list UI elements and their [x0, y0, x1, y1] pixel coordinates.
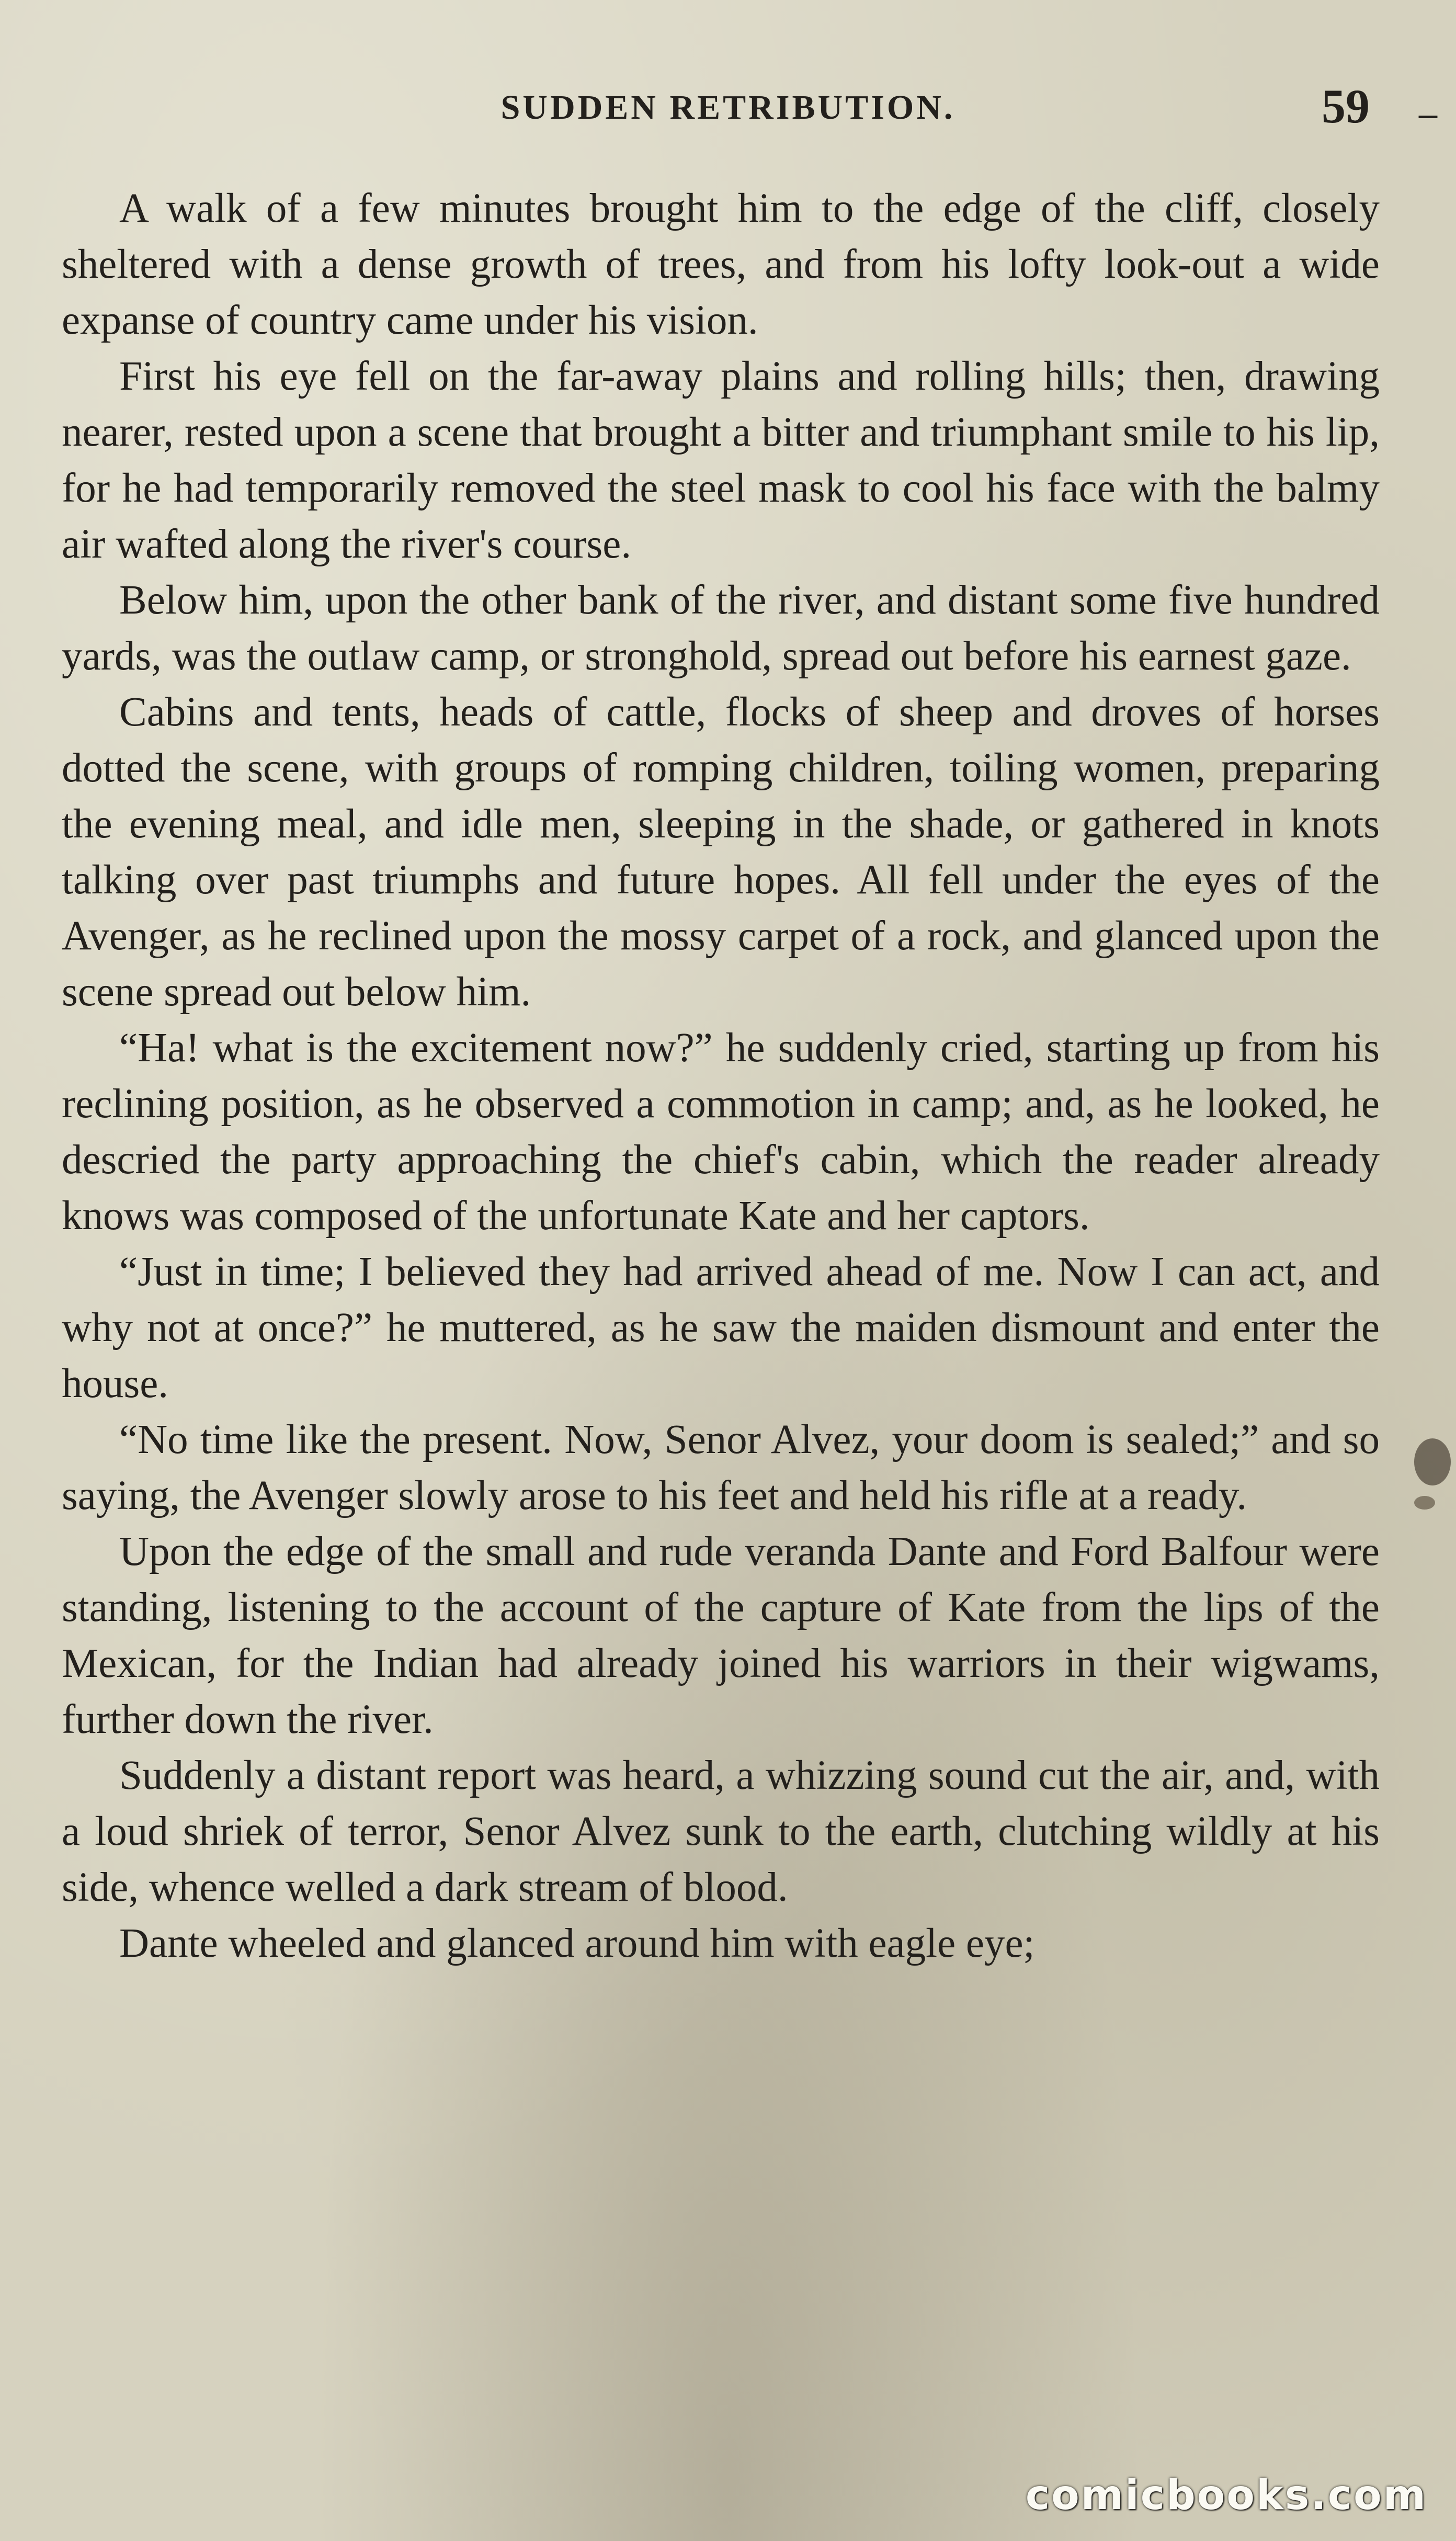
paragraph: “Ha! what is the excitement now?” he suddenly cried, starting up from his reclining position, as he observed a commotion in camp; and, as he looked, he descried the party approaching the chief's cabin, which the reader already knows was composed of the unfortunate Kate and her captors.	[62, 1025, 1380, 1239]
chapter-title: SUDDEN RETRIBUTION.	[500, 88, 956, 127]
ink-smudge	[1414, 1438, 1451, 1485]
running-head	[0, 78, 1456, 136]
paragraph: Upon the edge of the small and rude veranda Dante and Ford Balfour were standing, listening to the account of the capture of Kate from the lips of the Mexican, for the Indian had already joined his warriors in their wigwams, further down the river.	[62, 1529, 1380, 1742]
paragraph: “No time like the present. Now, Senor Alvez, your doom is sealed;” and so saying, the Avenger slowly arose to his feet and held his rifle at a ready.	[62, 1417, 1380, 1518]
paragraph: Below him, upon the other bank of the river, and distant some five hundred yards, was the outlaw camp, or stronghold, spread out before his earnest gaze.	[62, 577, 1380, 679]
paragraph: Cabins and tents, heads of cattle, flocks of sheep and droves of horses dotted the scene, with groups of romping children, toiling women, preparing the evening meal, and idle men, sleeping in the shade, or gathered in knots talking over past triumphs and future hopes. All fell under the eyes of the Avenger, as he reclined upon the mossy carpet of a rock, and glanced upon the scene spread out below him.	[62, 689, 1380, 1015]
page-number: 59	[1322, 80, 1370, 133]
ink-smudge	[1414, 1496, 1435, 1510]
header-dash: –	[1419, 94, 1437, 134]
watermark: comicbooks.com	[1025, 2472, 1427, 2519]
paragraph: First his eye fell on the far-away plains and rolling hills; then, drawing nearer, rested upon a scene that brought a bitter and triumphant smile to his lip, for he had temporarily removed the steel mask to cool his face with the balmy air wafted along the river's course.	[62, 354, 1380, 567]
paragraph: Suddenly a distant report was heard, a whizzing sound cut the air, and, with a loud shriek of terror, Senor Alvez sunk to the earth, clutching wildly at his side, whence welled a dark stream of blood.	[62, 1753, 1380, 1910]
paragraph: Dante wheeled and glanced around him with eagle eye;	[119, 1921, 1035, 1966]
paragraph: “Just in time; I believed they had arrived ahead of me. Now I can act, and why not at once?” he muttered, as he saw the maiden dismount and enter the house.	[62, 1249, 1380, 1406]
body-text	[62, 180, 1380, 1971]
paragraph: A walk of a few minutes brought him to the edge of the cliff, closely sheltered with a dense growth of trees, and from his lofty look-out a wide expanse of country came under his vision.	[62, 186, 1380, 343]
